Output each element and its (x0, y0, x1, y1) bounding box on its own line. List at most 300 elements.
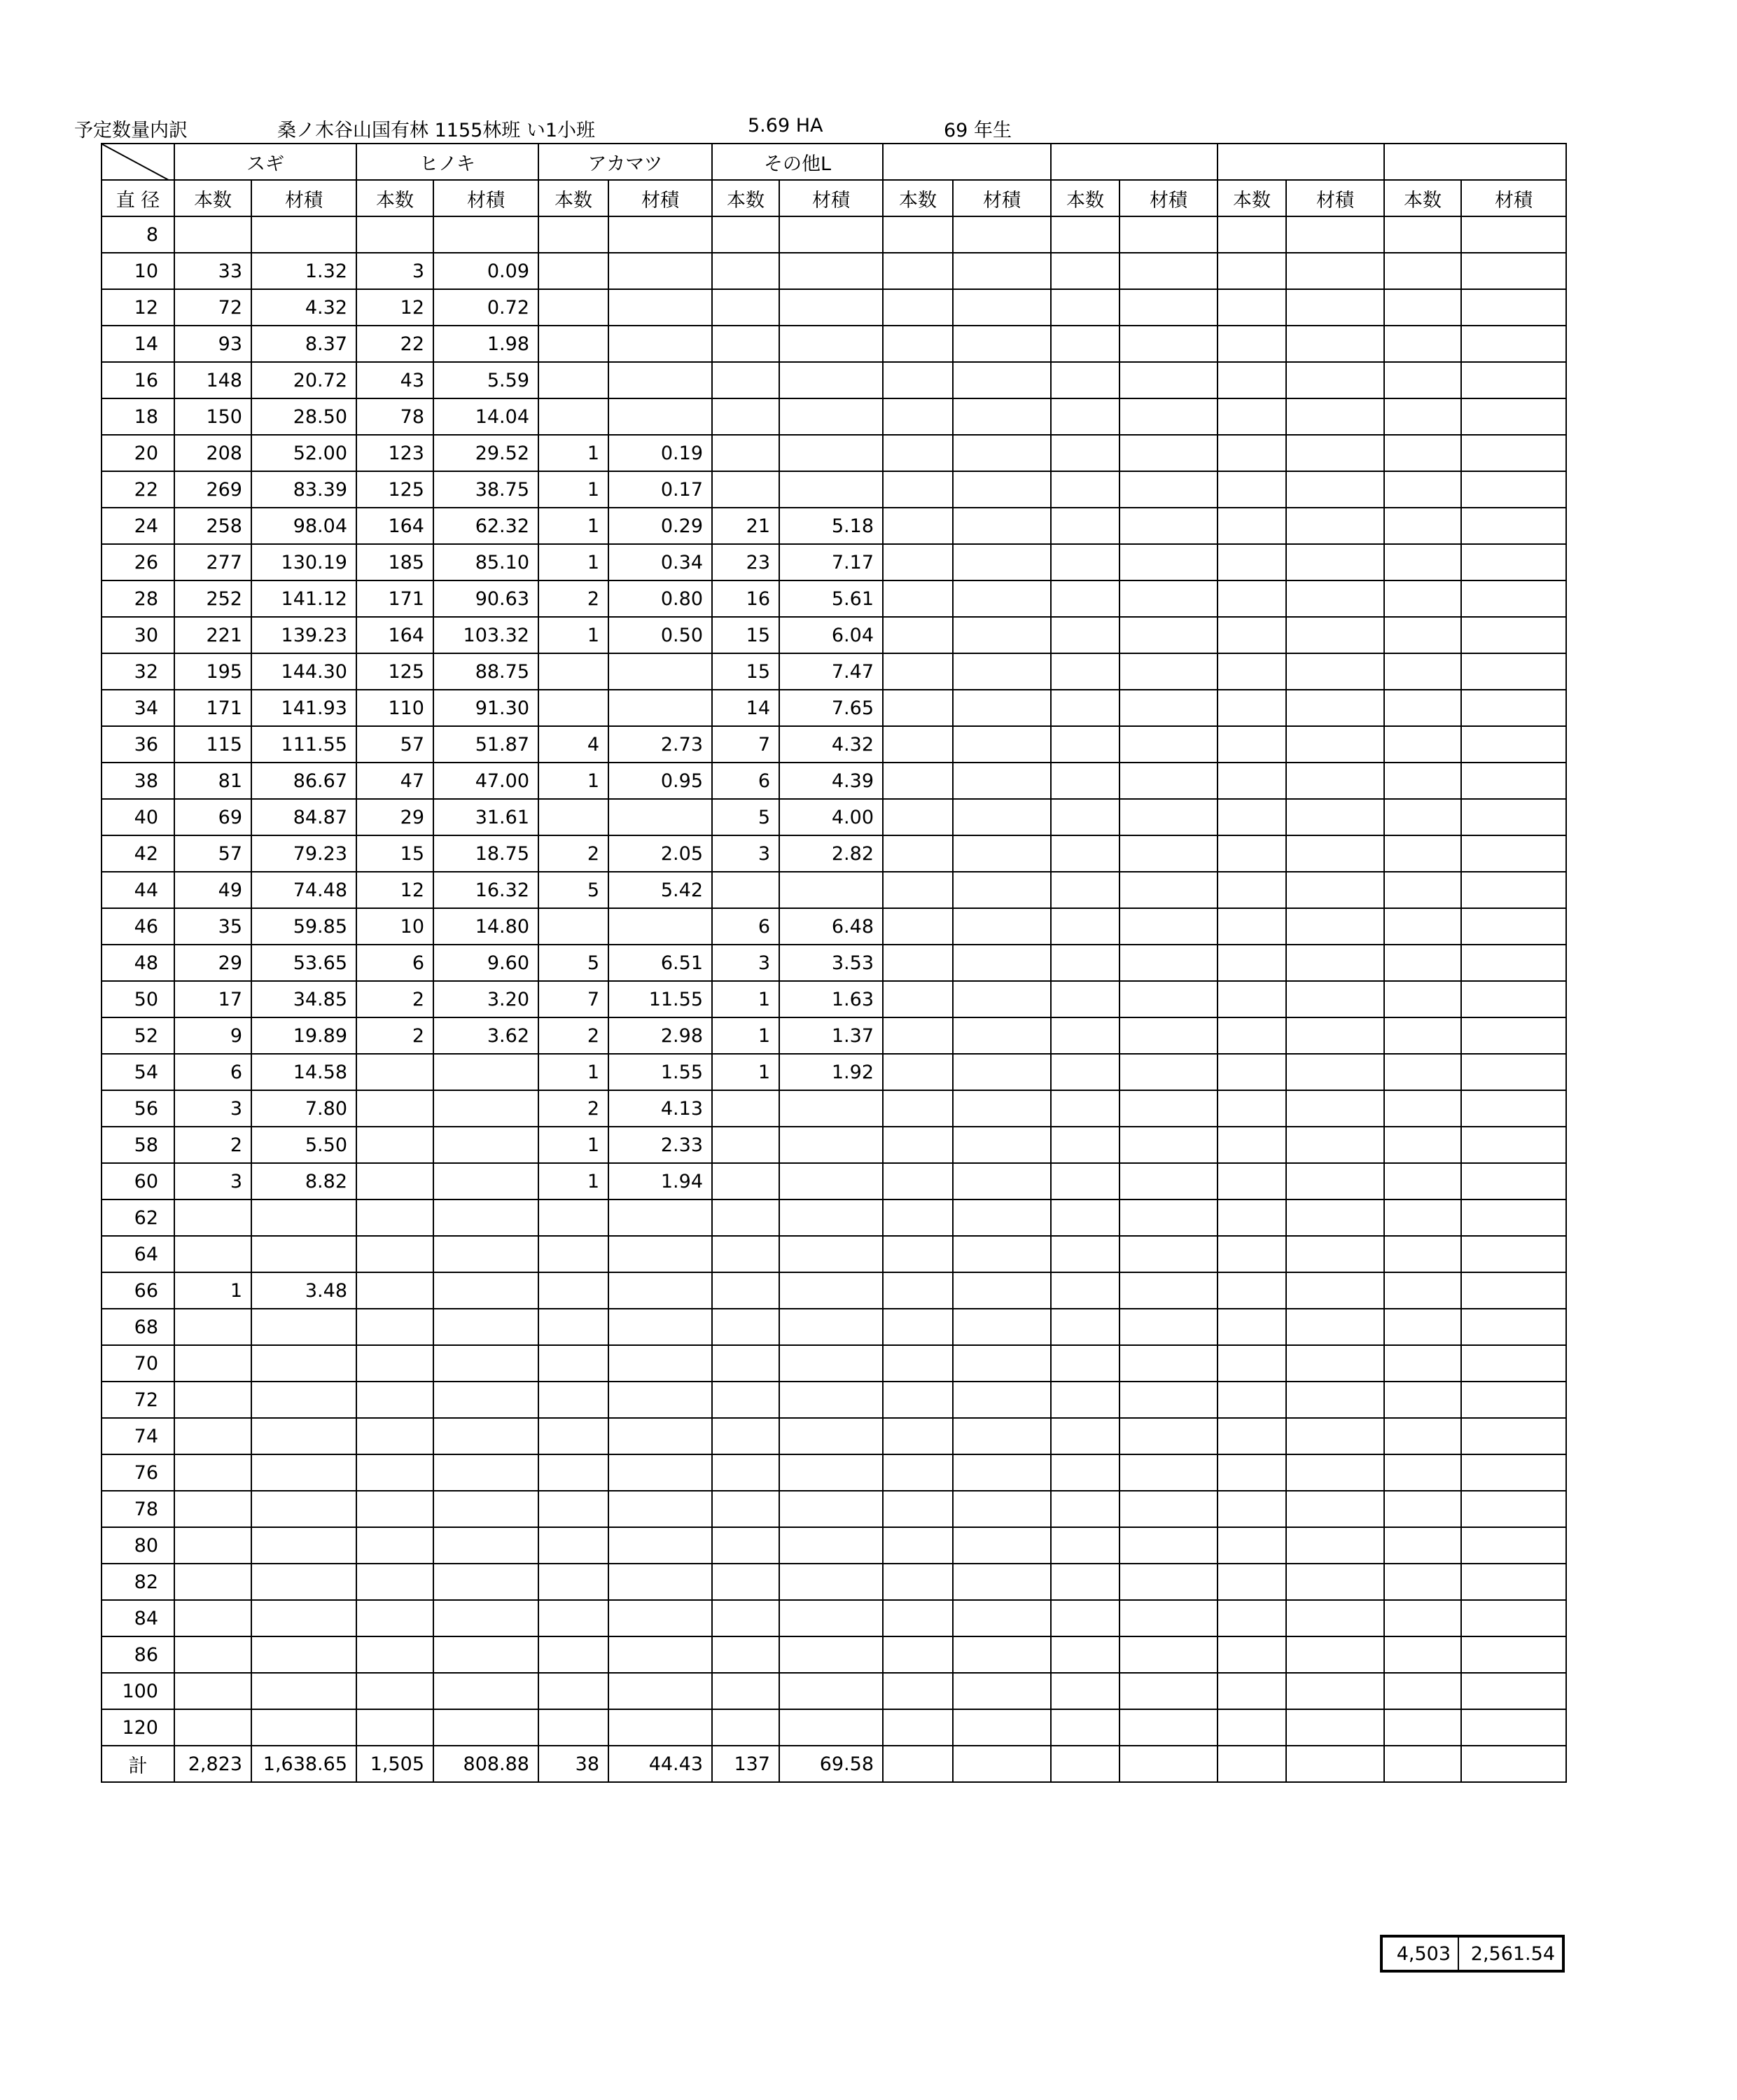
count-cell: 1 (538, 1054, 608, 1090)
count-cell: 3 (174, 1163, 251, 1199)
volume-cell (779, 1309, 883, 1345)
count-cell (883, 1491, 953, 1527)
volume-cell (953, 1600, 1051, 1636)
volume-cell (251, 216, 356, 253)
count-cell: 1 (538, 1127, 608, 1163)
volume-cell (433, 1272, 538, 1309)
count-cell (712, 1345, 779, 1382)
count-cell (1218, 1709, 1286, 1746)
count-cell (1218, 763, 1286, 799)
volume-cell: 0.80 (608, 580, 712, 617)
table-row (102, 1600, 1566, 1636)
count-cell (1051, 1090, 1119, 1127)
volume-cell (1119, 1345, 1218, 1382)
table-row (102, 253, 1566, 289)
volume-cell: 31.61 (433, 799, 538, 835)
species-header: アカマツ (538, 144, 712, 180)
count-cell (1218, 1491, 1286, 1527)
volume-cell (1119, 1309, 1218, 1345)
count-cell (174, 1418, 251, 1454)
volume-cell (779, 1382, 883, 1418)
volume-cell (1461, 1491, 1566, 1527)
table-row (102, 617, 1566, 653)
volume-cell (1286, 1272, 1384, 1309)
volume-cell (608, 253, 712, 289)
count-cell (883, 872, 953, 908)
volume-cell: 9.60 (433, 945, 538, 981)
volume-cell (1119, 1673, 1218, 1709)
diameter-cell: 120 (102, 1709, 174, 1746)
diameter-cell: 24 (102, 508, 174, 544)
volume-cell (1119, 1054, 1218, 1090)
count-cell (538, 289, 608, 326)
count-cell (1051, 544, 1119, 580)
count-cell (356, 1090, 433, 1127)
count-cell (712, 435, 779, 471)
table-row (102, 326, 1566, 362)
total-count-cell (883, 1746, 953, 1782)
count-cell (1384, 1309, 1461, 1345)
count-cell (1051, 289, 1119, 326)
count-cell (174, 1673, 251, 1709)
volume-cell (433, 1636, 538, 1673)
volume-cell (779, 1199, 883, 1236)
diameter-cell: 82 (102, 1564, 174, 1600)
total-count-cell: 1,505 (356, 1746, 433, 1782)
count-cell (356, 1345, 433, 1382)
volume-cell (608, 1272, 712, 1309)
total-count-cell: 2,823 (174, 1746, 251, 1782)
volume-cell (1461, 1199, 1566, 1236)
diameter-cell: 44 (102, 872, 174, 908)
volume-cell: 5.42 (608, 872, 712, 908)
count-cell (538, 1673, 608, 1709)
count-cell (883, 1709, 953, 1746)
count-header: 本数 (1051, 180, 1119, 216)
diameter-cell: 14 (102, 326, 174, 362)
count-cell (1384, 835, 1461, 872)
volume-cell (779, 1709, 883, 1746)
corner-cell (102, 144, 174, 180)
volume-cell: 144.30 (251, 653, 356, 690)
count-cell: 57 (174, 835, 251, 872)
diameter-cell: 56 (102, 1090, 174, 1127)
volume-cell (1119, 1090, 1218, 1127)
count-cell (356, 1382, 433, 1418)
volume-cell (1286, 908, 1384, 945)
volume-cell (1461, 726, 1566, 763)
volume-cell (608, 1454, 712, 1491)
count-cell (1051, 1017, 1119, 1054)
count-cell (1051, 872, 1119, 908)
volume-cell: 0.17 (608, 471, 712, 508)
volume-cell: 141.93 (251, 690, 356, 726)
table-row (102, 1054, 1566, 1090)
count-cell (712, 216, 779, 253)
count-cell (712, 1454, 779, 1491)
volume-cell (953, 1309, 1051, 1345)
volume-cell (1119, 981, 1218, 1017)
count-cell: 81 (174, 763, 251, 799)
volume-cell (1461, 799, 1566, 835)
volume-cell: 141.12 (251, 580, 356, 617)
count-header: 本数 (712, 180, 779, 216)
volume-cell (608, 1491, 712, 1527)
count-cell (883, 1382, 953, 1418)
count-cell (883, 1345, 953, 1382)
volume-cell: 3.48 (251, 1272, 356, 1309)
diameter-cell: 20 (102, 435, 174, 471)
volume-cell (251, 1345, 356, 1382)
count-cell (1051, 835, 1119, 872)
volume-cell (1119, 617, 1218, 653)
table-row (102, 1309, 1566, 1345)
count-cell (1051, 726, 1119, 763)
volume-cell (1461, 435, 1566, 471)
volume-cell (1286, 1600, 1384, 1636)
count-cell (883, 1199, 953, 1236)
volume-cell: 7.47 (779, 653, 883, 690)
count-cell (174, 216, 251, 253)
volume-cell (953, 799, 1051, 835)
volume-cell (433, 1236, 538, 1272)
count-cell (538, 216, 608, 253)
volume-cell (433, 1382, 538, 1418)
volume-cell (1286, 1709, 1384, 1746)
volume-cell: 34.85 (251, 981, 356, 1017)
count-cell: 1 (538, 763, 608, 799)
volume-cell (953, 508, 1051, 544)
count-cell (1051, 1309, 1119, 1345)
table-row (102, 398, 1566, 435)
count-cell: 15 (712, 617, 779, 653)
count-cell (538, 1418, 608, 1454)
volume-cell: 52.00 (251, 435, 356, 471)
count-cell (883, 617, 953, 653)
count-header: 本数 (1218, 180, 1286, 216)
count-cell: 72 (174, 289, 251, 326)
diameter-cell: 76 (102, 1454, 174, 1491)
volume-cell (1461, 1345, 1566, 1382)
count-cell (538, 362, 608, 398)
count-cell (1384, 580, 1461, 617)
table-row (102, 1382, 1566, 1418)
count-cell (1218, 799, 1286, 835)
count-cell (538, 1199, 608, 1236)
volume-cell: 3.53 (779, 945, 883, 981)
table-row (102, 508, 1566, 544)
volume-cell (608, 1199, 712, 1236)
diameter-cell: 80 (102, 1527, 174, 1564)
volume-cell (953, 1636, 1051, 1673)
volume-cell (779, 398, 883, 435)
diameter-cell: 100 (102, 1673, 174, 1709)
volume-cell (1286, 253, 1384, 289)
count-cell (1218, 1090, 1286, 1127)
volume-cell (608, 1382, 712, 1418)
count-cell (174, 1454, 251, 1491)
count-cell (538, 1709, 608, 1746)
volume-cell (1119, 726, 1218, 763)
volume-cell: 1.32 (251, 253, 356, 289)
volume-cell (953, 1527, 1051, 1564)
table-row (102, 653, 1566, 690)
count-cell (883, 435, 953, 471)
volume-cell (953, 690, 1051, 726)
count-cell (174, 1527, 251, 1564)
volume-cell (779, 1636, 883, 1673)
volume-cell: 6.48 (779, 908, 883, 945)
volume-cell (608, 289, 712, 326)
diameter-header: 直 径 (102, 180, 174, 216)
volume-cell (779, 1163, 883, 1199)
count-cell (174, 1636, 251, 1673)
volume-cell: 6.51 (608, 945, 712, 981)
diameter-cell: 40 (102, 799, 174, 835)
volume-cell (433, 1163, 538, 1199)
sheet-title: 予定数量内訳 (74, 120, 188, 141)
volume-cell (953, 1564, 1051, 1600)
volume-cell: 86.67 (251, 763, 356, 799)
count-cell (883, 1236, 953, 1272)
count-cell: 195 (174, 653, 251, 690)
count-cell: 2 (538, 835, 608, 872)
count-cell (1218, 398, 1286, 435)
table-row (102, 799, 1566, 835)
count-cell: 33 (174, 253, 251, 289)
count-cell (1218, 1454, 1286, 1491)
count-cell (1218, 1564, 1286, 1600)
table-row (102, 1199, 1566, 1236)
count-cell (712, 1564, 779, 1600)
count-cell: 252 (174, 580, 251, 617)
volume-cell (1119, 908, 1218, 945)
count-cell (356, 1054, 433, 1090)
count-cell (1051, 1418, 1119, 1454)
count-cell (883, 799, 953, 835)
count-cell (1218, 1673, 1286, 1709)
volume-cell (1286, 1236, 1384, 1272)
table-row (102, 981, 1566, 1017)
volume-cell: 98.04 (251, 508, 356, 544)
volume-cell (1461, 580, 1566, 617)
count-cell (883, 580, 953, 617)
volume-cell (608, 1418, 712, 1454)
count-cell: 164 (356, 508, 433, 544)
volume-cell (779, 1673, 883, 1709)
count-cell (538, 1527, 608, 1564)
volume-cell (779, 1564, 883, 1600)
volume-cell (1461, 945, 1566, 981)
count-cell: 49 (174, 872, 251, 908)
volume-cell (1286, 398, 1384, 435)
volume-cell: 62.32 (433, 508, 538, 544)
table-row (102, 1345, 1566, 1382)
count-cell (1384, 398, 1461, 435)
volume-cell (1461, 1309, 1566, 1345)
volume-cell (1119, 362, 1218, 398)
table-row (102, 435, 1566, 471)
count-cell (538, 1345, 608, 1382)
volume-cell (251, 1382, 356, 1418)
volume-cell (1461, 362, 1566, 398)
count-cell: 115 (174, 726, 251, 763)
volume-cell: 0.34 (608, 544, 712, 580)
count-cell (1051, 435, 1119, 471)
count-cell (1051, 981, 1119, 1017)
grand-total-volume: 2,561.54 (1458, 1936, 1563, 1971)
count-cell: 110 (356, 690, 433, 726)
volume-cell (1119, 435, 1218, 471)
volume-cell (608, 690, 712, 726)
volume-cell (953, 1709, 1051, 1746)
volume-cell (779, 1272, 883, 1309)
volume-header: 材積 (433, 180, 538, 216)
volume-cell: 2.98 (608, 1017, 712, 1054)
volume-cell (251, 1454, 356, 1491)
volume-cell (1286, 981, 1384, 1017)
count-cell (712, 1491, 779, 1527)
count-cell (712, 1236, 779, 1272)
volume-cell (433, 1418, 538, 1454)
volume-cell (1461, 690, 1566, 726)
count-cell (883, 362, 953, 398)
volume-cell (1286, 1199, 1384, 1236)
count-cell (1384, 216, 1461, 253)
volume-cell: 11.55 (608, 981, 712, 1017)
volume-cell (608, 1345, 712, 1382)
count-cell: 29 (174, 945, 251, 981)
count-cell (538, 1600, 608, 1636)
count-cell (1384, 908, 1461, 945)
table-row (102, 471, 1566, 508)
count-cell (1218, 1345, 1286, 1382)
volume-cell (1461, 1600, 1566, 1636)
count-cell: 12 (356, 289, 433, 326)
table-row (102, 1127, 1566, 1163)
volume-cell: 5.50 (251, 1127, 356, 1163)
volume-cell (953, 398, 1051, 435)
volume-cell (1461, 1673, 1566, 1709)
volume-cell (953, 653, 1051, 690)
volume-cell (1119, 1527, 1218, 1564)
volume-cell: 1.94 (608, 1163, 712, 1199)
count-cell: 150 (174, 398, 251, 435)
volume-cell (1461, 1236, 1566, 1272)
count-cell (712, 289, 779, 326)
volume-cell (251, 1236, 356, 1272)
count-cell: 2 (538, 1017, 608, 1054)
volume-cell: 4.00 (779, 799, 883, 835)
count-cell (883, 289, 953, 326)
volume-cell (1286, 1090, 1384, 1127)
volume-cell: 84.87 (251, 799, 356, 835)
volume-cell (953, 1382, 1051, 1418)
volume-cell (1286, 362, 1384, 398)
volume-cell (1286, 1345, 1384, 1382)
count-cell (1218, 908, 1286, 945)
volume-cell (1461, 289, 1566, 326)
species-header (883, 144, 1051, 180)
volume-cell (1119, 763, 1218, 799)
table-row (102, 835, 1566, 872)
table-row (102, 763, 1566, 799)
count-cell: 57 (356, 726, 433, 763)
forest-location: 桑ノ木谷山国有林 1155林班 い1小班 (277, 120, 596, 141)
volume-cell: 79.23 (251, 835, 356, 872)
count-cell (1384, 1163, 1461, 1199)
count-cell (538, 1309, 608, 1345)
count-cell (883, 945, 953, 981)
count-cell (1218, 326, 1286, 362)
volume-cell (1286, 1564, 1384, 1600)
volume-cell: 0.29 (608, 508, 712, 544)
count-cell (883, 835, 953, 872)
volume-cell (1286, 1418, 1384, 1454)
count-cell (1384, 544, 1461, 580)
table-row (102, 1272, 1566, 1309)
volume-cell (953, 835, 1051, 872)
count-cell: 1 (712, 1054, 779, 1090)
count-cell (1051, 1673, 1119, 1709)
count-cell (883, 216, 953, 253)
count-cell (883, 690, 953, 726)
volume-cell (1119, 1236, 1218, 1272)
diameter-cell: 54 (102, 1054, 174, 1090)
count-cell (1218, 1418, 1286, 1454)
count-cell (1218, 1017, 1286, 1054)
diameter-cell: 68 (102, 1309, 174, 1345)
volume-cell (251, 1199, 356, 1236)
table-row (102, 1564, 1566, 1600)
count-cell: 29 (356, 799, 433, 835)
volume-cell (1119, 1272, 1218, 1309)
volume-cell: 29.52 (433, 435, 538, 471)
volume-header: 材積 (953, 180, 1051, 216)
count-cell (1051, 471, 1119, 508)
volume-cell (953, 326, 1051, 362)
count-cell: 125 (356, 653, 433, 690)
volume-cell (1461, 508, 1566, 544)
total-volume-cell (953, 1746, 1051, 1782)
count-cell (1051, 398, 1119, 435)
count-cell (1384, 981, 1461, 1017)
count-cell: 23 (712, 544, 779, 580)
volume-cell (1461, 1636, 1566, 1673)
volume-cell (1286, 1454, 1384, 1491)
volume-cell: 6.04 (779, 617, 883, 653)
diameter-cell: 64 (102, 1236, 174, 1272)
volume-cell (1119, 508, 1218, 544)
volume-cell (1119, 544, 1218, 580)
total-count-cell (1384, 1746, 1461, 1782)
total-count-cell (1051, 1746, 1119, 1782)
count-cell (1051, 1564, 1119, 1600)
diameter-cell: 26 (102, 544, 174, 580)
volume-cell (953, 1272, 1051, 1309)
species-header (1218, 144, 1384, 180)
volume-cell (1461, 471, 1566, 508)
volume-cell (1461, 835, 1566, 872)
count-cell (538, 1454, 608, 1491)
diameter-cell: 16 (102, 362, 174, 398)
species-header (1051, 144, 1218, 180)
count-cell (712, 253, 779, 289)
count-cell (1384, 1236, 1461, 1272)
area-value: 5.69 HA (748, 115, 823, 137)
count-cell (1384, 1454, 1461, 1491)
count-cell (712, 362, 779, 398)
